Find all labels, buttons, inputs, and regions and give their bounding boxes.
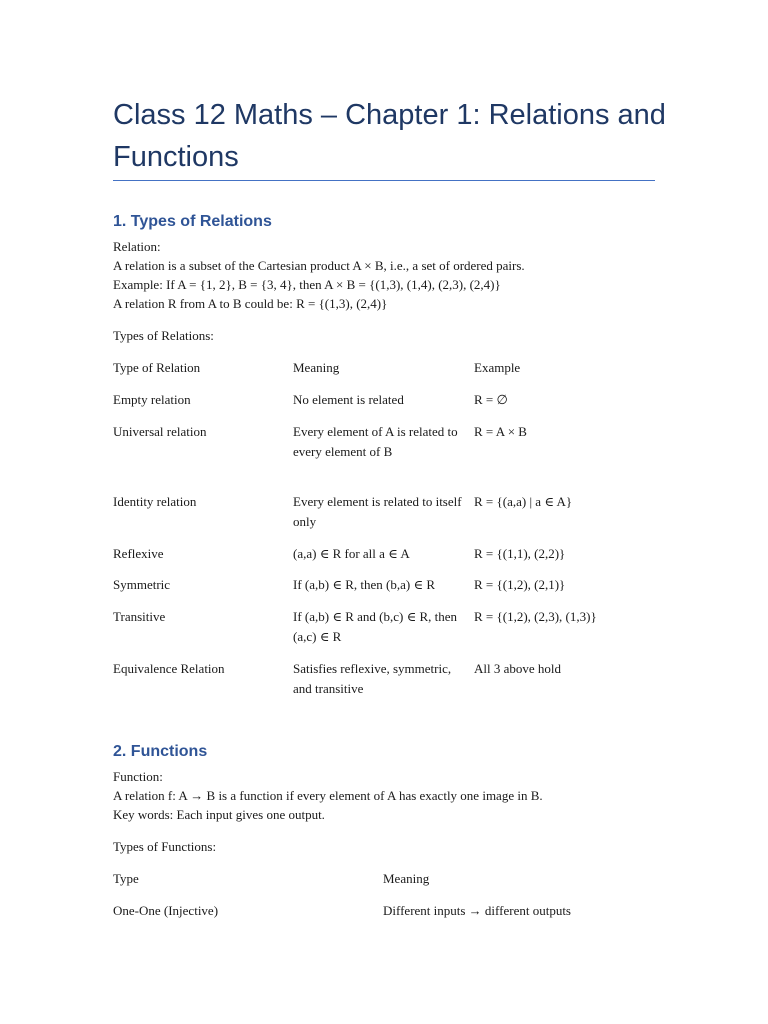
table-cell: R = {(1,2), (2,3), (1,3)}	[474, 609, 597, 624]
section-heading-functions: 2. Functions	[113, 743, 208, 760]
table-cell: Every element is related to itself only	[293, 494, 462, 529]
function-key-words: Key words: Each input gives one output.	[113, 807, 325, 822]
table-cell: Universal relation	[113, 424, 207, 439]
table-cell: Satisfies reflexive, symmetric, and transitive	[293, 661, 452, 696]
table-header-cell: Meaning	[293, 360, 340, 375]
table-cell: Identity relation	[113, 494, 197, 509]
table-cell: One-One (Injective)	[113, 903, 219, 918]
table-cell: Reflexive	[113, 546, 164, 561]
table-cell: R = {(a,a) | a ∈ A}	[474, 494, 573, 509]
title-divider	[113, 180, 655, 181]
table-header-cell: Type	[113, 871, 139, 886]
table-header-cell: Meaning	[383, 871, 430, 886]
relation-definition: A relation is a subset of the Cartesian product A × B, i.e., a set of ordered pairs.	[113, 258, 525, 273]
relation-example: Example: If A = {1, 2}, B = {3, 4}, then A × B = {(1,3), (1,4), (2,3), (2,4)}	[113, 277, 501, 292]
table-cell: R = {(1,2), (2,1)}	[474, 577, 566, 592]
table-cell: Different inputs → different outputs	[383, 903, 571, 918]
table-cell: Equivalence Relation	[113, 661, 225, 676]
table-cell: R = A × B	[474, 424, 527, 439]
relation-label: Relation:	[113, 239, 161, 254]
table-header-cell: Example	[474, 360, 521, 375]
function-label: Function:	[113, 769, 163, 784]
relation-example-r: A relation R from A to B could be: R = {(1,3), (2,4)}	[113, 296, 388, 311]
types-of-functions-label: Types of Functions:	[113, 839, 217, 854]
table-cell: Transitive	[113, 609, 166, 624]
table-cell: Every element of A is related to every element of B	[293, 424, 458, 459]
section-heading-relations: 1. Types of Relations	[113, 213, 272, 230]
table-header-cell: Type of Relation	[113, 360, 201, 375]
table-cell: If (a,b) ∈ R and (b,c) ∈ R, then (a,c) ∈ R	[293, 609, 458, 644]
function-definition: A relation f: A → B is a function if every element of A has exactly one image in B.	[113, 788, 543, 803]
table-cell: (a,a) ∈ R for all a ∈ A	[293, 546, 410, 561]
table-cell: R = {(1,1), (2,2)}	[474, 546, 566, 561]
table-cell: Empty relation	[113, 392, 191, 407]
table-cell: No element is related	[293, 392, 404, 407]
page-title: Class 12 Maths – Chapter 1: Relations and Functions	[113, 99, 666, 173]
types-of-relations-label: Types of Relations:	[113, 328, 214, 343]
table-cell: Symmetric	[113, 577, 171, 592]
table-cell: All 3 above hold	[474, 661, 562, 676]
table-cell: If (a,b) ∈ R, then (b,a) ∈ R	[293, 577, 435, 592]
table-cell: R = ∅	[474, 392, 508, 407]
